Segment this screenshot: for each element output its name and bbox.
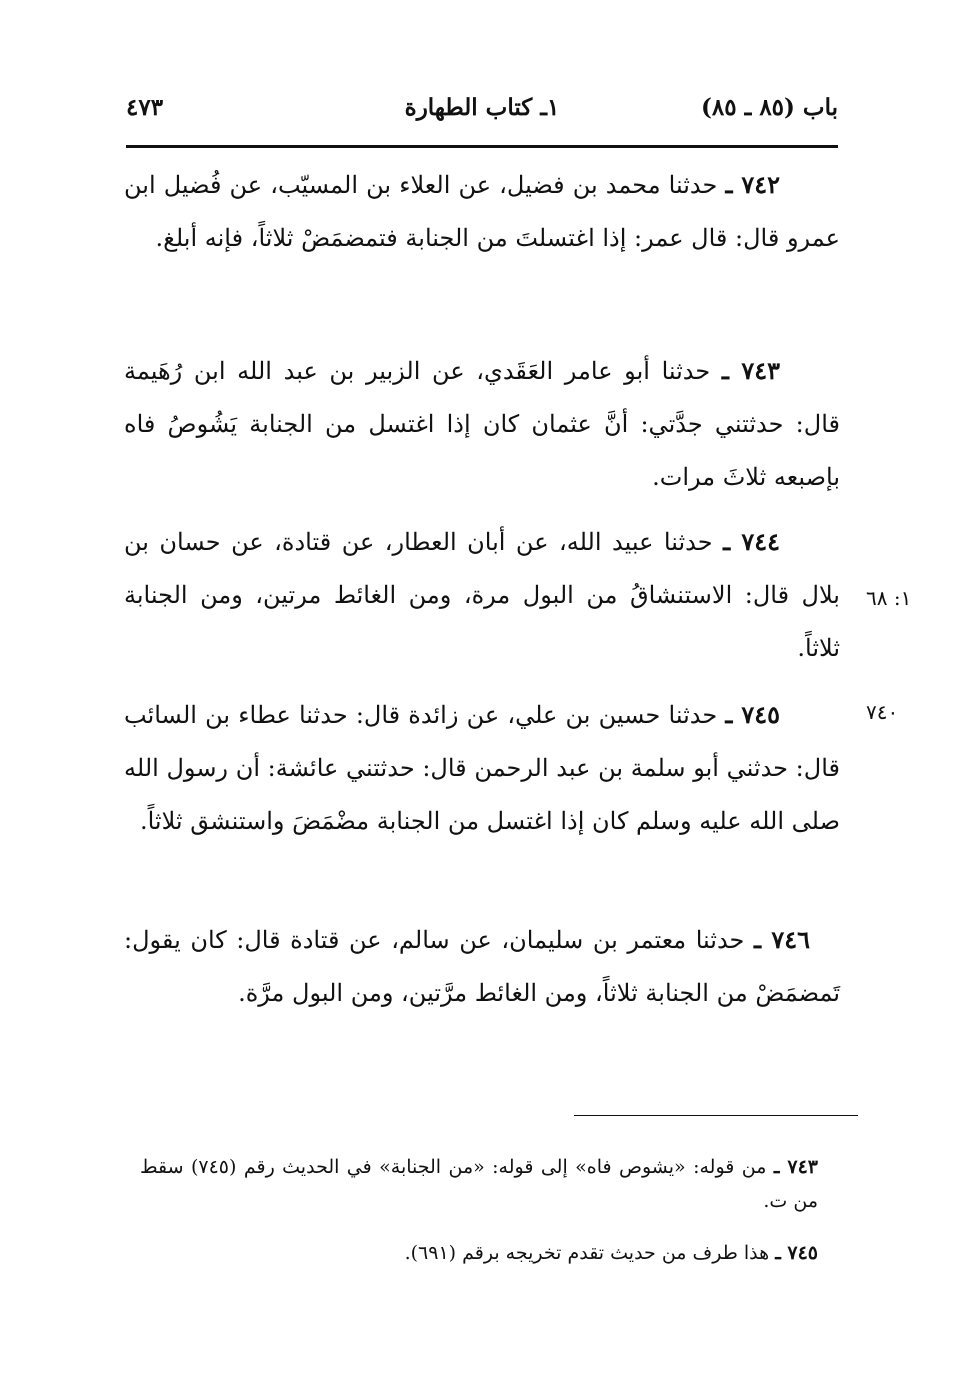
book-title: ١ـ كتاب الطهارة — [404, 94, 560, 121]
footnote-number: ٧٤٥ ـ — [775, 1242, 818, 1264]
hadith-number: ٧٤٦ ـ — [754, 925, 811, 954]
hadith-number: ٧٤٥ ـ — [725, 700, 781, 729]
hadith-text: حدثنا محمد بن فضيل، عن العلاء بن المسيّب، عن فُضيل ابن عمرو قال: قال عمر: إذا اغتسلتَ من الجنابة فتمضمَضْ ثلاثاً، فإنه أبلغ. — [124, 171, 840, 252]
hadith-745 — [124, 688, 840, 848]
footnote-number: ٧٤٣ ـ — [773, 1156, 818, 1178]
hadith-number: ٧٤٢ ـ — [725, 170, 781, 199]
margin-reference: ٧٤٠ — [866, 700, 899, 724]
hadith-744 — [124, 515, 840, 675]
hadith-text: حدثنا حسين بن علي، عن زائدة قال: حدثنا عطاء بن السائب قال: حدثني أبو سلمة بن عبد الرحمن قال: حدثتني عائشة: أن رسول الله صلى الله عليه وسلم كان إذا اغتسل من الجنابة مضْمَضَ واستنشق ثلاثاً. — [124, 701, 840, 835]
hadith-number: ٧٤٤ ـ — [723, 527, 781, 556]
hadith-text: حدثنا أبو عامر العَقَدي، عن الزبير بن عبد الله ابن رُهَيمة قال: حدثتني جدَّتي: أنَّ عثمان كان إذا اغتسل من الجنابة يَشُوصُ فاه بإصبعه ثلاثَ مرات. — [124, 357, 840, 491]
hadith-text: حدثنا عبيد الله، عن أبان العطار، عن قتادة، عن حسان بن بلال قال: الاستنشاقُ من البول مرة، ومن الغائط مرتين، ومن الجنابة ثلاثاً. — [124, 528, 840, 662]
hadith-text: حدثنا معتمر بن سليمان، عن سالم، عن قتادة قال: كان يقول: تَمضمَضْ من الجنابة ثلاثاً، ومن الغائط مرَّتين، ومن البول مرَّة. — [124, 926, 840, 1007]
hadith-743 — [124, 344, 840, 504]
hadith-number: ٧٤٣ ـ — [721, 356, 780, 385]
page-number: ٤٧٣ — [126, 94, 164, 121]
footnote-743 — [140, 1150, 818, 1218]
margin-reference: ١: ٦٨ — [866, 586, 912, 610]
chapter-title: باب (٨٥ ـ ٨٥) — [700, 94, 838, 121]
hadith-742 — [124, 158, 840, 265]
page-header — [126, 86, 838, 136]
footnote-text: من قوله: «يشوص فاه» إلى قوله: «من الجنابة» في الحديث رقم (٧٤٥) سقط من ت. — [140, 1156, 818, 1212]
footnote-divider — [574, 1115, 858, 1116]
footnote-text: هذا طرف من حديث تقدم تخريجه برقم (٦٩١). — [404, 1242, 770, 1264]
footnote-745 — [140, 1236, 818, 1270]
header-divider — [126, 145, 838, 148]
hadith-746 — [124, 913, 840, 1020]
